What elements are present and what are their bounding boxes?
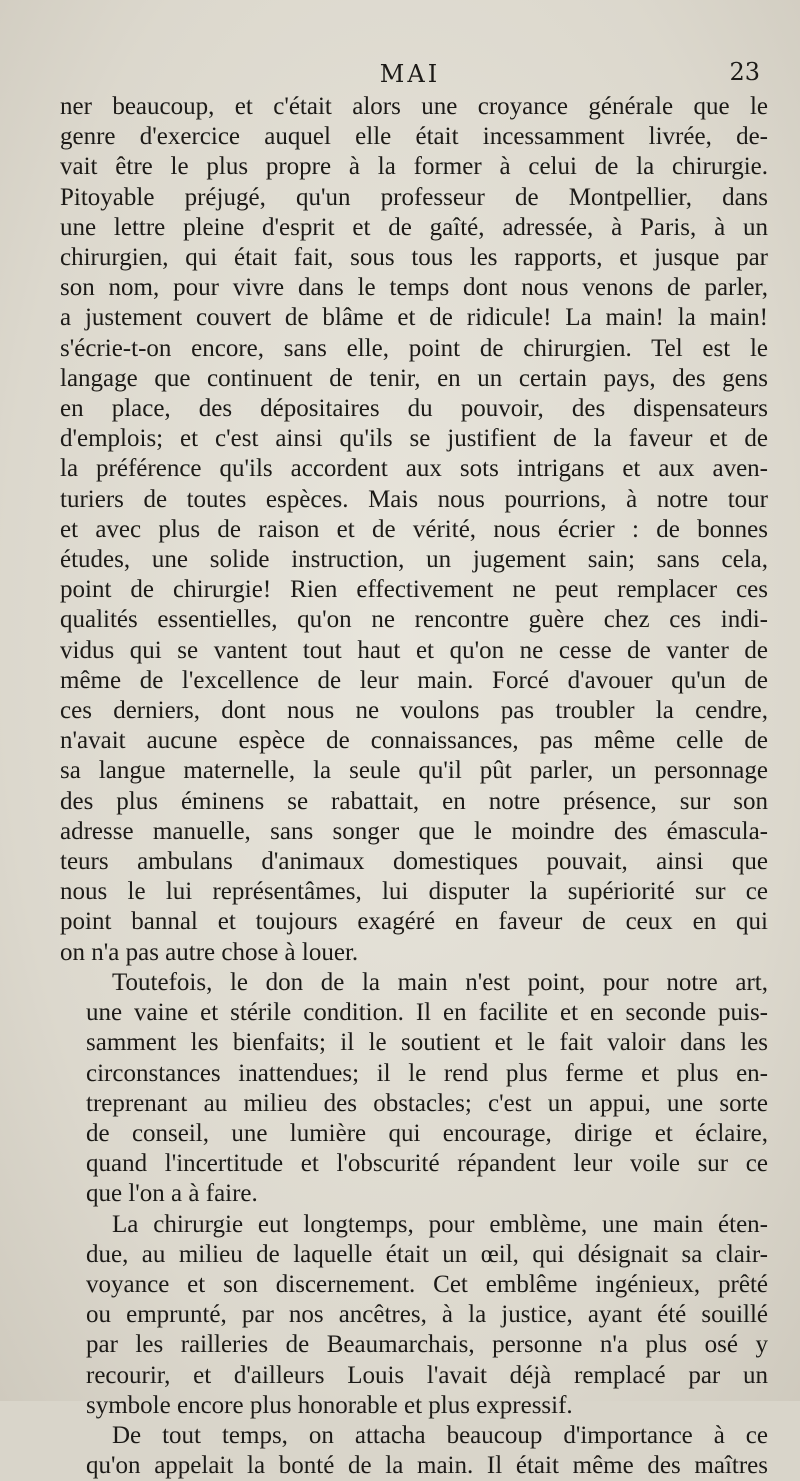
text-line: voyance et son discernement. Cet emblême ingénieux, prêté (86, 1270, 768, 1298)
text-line: d'emplois; et c'est ainsi qu'ils se justifient de la faveur et de (60, 425, 768, 453)
text-line: point bannal et toujours exagéré en faveur de ceux en qui (60, 908, 768, 936)
text-line: Pitoyable préjugé, qu'un professeur de Montpellier, dans (60, 183, 768, 211)
text-line: adresse manuelle, sans songer que le moindre des émascula- (60, 817, 768, 845)
text-line: de conseil, une lumière qui encourage, dirige et éclaire, (86, 1119, 768, 1147)
text-line: ces derniers, dont nous ne voulons pas troubler la cendre, (60, 697, 768, 725)
text-line: treprenant au milieu des obstacles; c'est un appui, une sorte (86, 1089, 768, 1117)
text-line: symbole encore plus honorable et plus expressif. (86, 1391, 573, 1419)
text-line: on n'a pas autre chose à louer. (60, 938, 359, 966)
text-line: ner beaucoup, et c'était alors une croyance générale que le (60, 93, 768, 120)
text-line: vidus qui se vantent tout haut et qu'on ne cesse de vanter de (60, 636, 768, 664)
text-line: la préférence qu'ils accordent aux sots intrigans et aux aven- (60, 455, 768, 483)
text-line: sa langue maternelle, la seule qu'il pût parler, un personnage (60, 757, 768, 785)
paragraph (60, 92, 768, 968)
text-line: La chirurgie eut longtemps, pour emblème, une main éten- (112, 1210, 768, 1238)
text-line: s'écrie-t-on encore, sans elle, point de chirurgien. Tel est le (60, 334, 768, 362)
text-line: recourir, et d'ailleurs Louis l'avait déjà remplacé par un (86, 1361, 768, 1389)
text-line: études, une solide instruction, un jugement sain; sans cela, (60, 546, 768, 574)
text-line: point de chirurgie! Rien effectivement ne peut remplacer ces (60, 576, 768, 604)
text-line: langage que continuent de tenir, en un certain pays, des gens (60, 364, 768, 392)
text-line: des plus éminens se rabattait, en notre présence, sur son (60, 787, 768, 815)
running-title: MAI (379, 60, 441, 88)
page-header (60, 58, 760, 94)
text-line: De tout temps, on attacha beaucoup d'importance à ce (112, 1421, 768, 1449)
text-line: que l'on a à faire. (86, 1180, 258, 1208)
paragraph (60, 1210, 768, 1421)
text-line: par les railleries de Beaumarchais, personne n'a plus osé y (86, 1331, 768, 1359)
text-line: genre d'exercice auquel elle était incessamment livrée, de- (60, 123, 768, 151)
text-line: son nom, pour vivre dans le temps dont nous venons de parler, (60, 274, 768, 302)
paragraph (60, 1421, 768, 1481)
text-line: une lettre pleine d'esprit et de gaîté, adressée, à Paris, à un (60, 213, 768, 241)
text-line: Toutefois, le don de la main n'est point, pour notre art, (112, 968, 768, 996)
text-line: n'avait aucune espèce de connaissances, pas même celle de (60, 727, 768, 755)
body-text (60, 92, 768, 1481)
text-line: en place, des dépositaires du pouvoir, des dispensateurs (60, 395, 768, 423)
text-line: qualités essentielles, qu'on ne rencontre guère chez ces indi- (60, 606, 768, 634)
text-line: nous le lui représentâmes, lui disputer la supériorité sur ce (60, 878, 768, 906)
text-line: et avec plus de raison et de vérité, nous écrier : de bonnes (60, 515, 768, 543)
text-line: teurs ambulans d'animaux domestiques pouvait, ainsi que (60, 848, 768, 876)
text-line: samment les bienfaits; il le soutient et le fait valoir dans les (86, 1029, 768, 1057)
text-line: a justement couvert de blâme et de ridicule! La main! la main! (60, 304, 768, 332)
text-line: même de l'excellence de leur main. Forcé d'avouer qu'un de (60, 666, 768, 694)
text-line: quand l'incertitude et l'obscurité répandent leur voile sur ce (86, 1150, 768, 1178)
text-line: qu'on appelait la bonté de la main. Il était même des maîtres (86, 1452, 768, 1480)
text-line: vait être le plus propre à la former à celui de la chirurgie. (60, 153, 768, 181)
page-number: 23 (729, 58, 760, 86)
text-line: ou emprunté, par nos ancêtres, à la justice, ayant été souillé (86, 1301, 768, 1329)
text-line: une vaine et stérile condition. Il en facilite et en seconde puis- (86, 999, 768, 1027)
text-line: circonstances inattendues; il le rend plus ferme et plus en- (86, 1059, 768, 1087)
text-line: turiers de toutes espèces. Mais nous pourrions, à notre tour (60, 485, 768, 513)
paragraph (60, 968, 768, 1210)
text-line: due, au milieu de laquelle était un œil, qui désignait sa clair- (86, 1240, 768, 1268)
text-line: chirurgien, qui était fait, sous tous les rapports, et jusque par (60, 244, 768, 272)
